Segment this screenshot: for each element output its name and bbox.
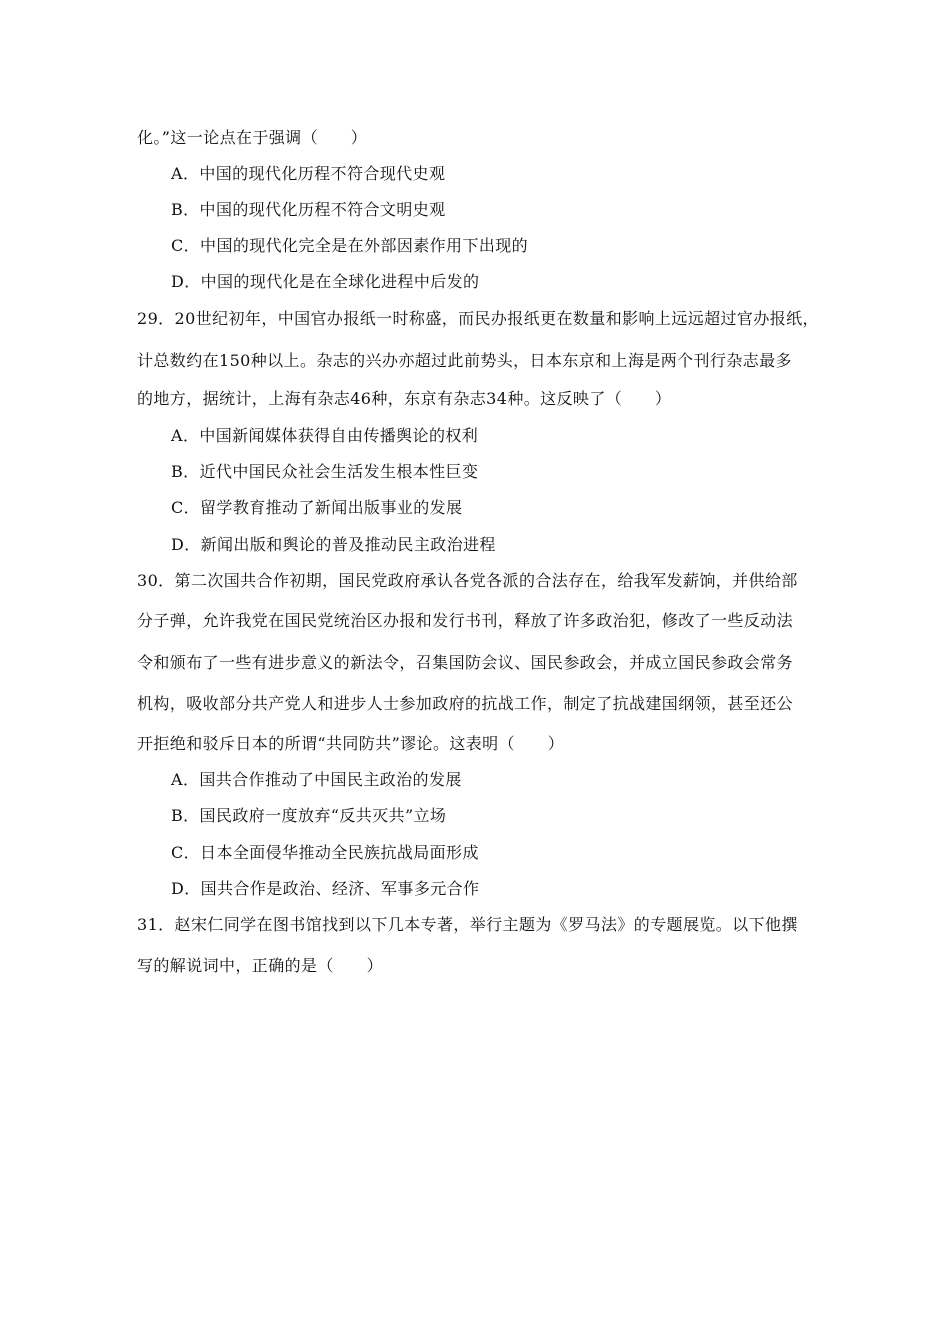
q28-option-b: B．中国的现代化历程不符合文明史观 [171, 200, 446, 219]
q28-option-c: C．中国的现代化完全是在外部因素作用下出现的 [171, 236, 529, 255]
q29-option-d: D．新闻出版和舆论的普及推动民主政治进程 [171, 535, 496, 554]
q30-option-c: C．日本全面侵华推动全民族抗战局面形成 [171, 843, 479, 862]
q29-stem-line-3: 的地方，据统计，上海有杂志46种，东京有杂志34种。这反映了（ ） [137, 389, 672, 408]
q30-option-b: B．国民政府一度放弃“反共灭共”立场 [171, 806, 447, 825]
q31-stem-line-2: 写的解说词中，正确的是（ ） [137, 956, 384, 975]
q29-option-c: C．留学教育推动了新闻出版事业的发展 [171, 498, 463, 517]
q30-option-a: A．国共合作推动了中国民主政治的发展 [171, 770, 462, 789]
q28-option-d: D．中国的现代化是在全球化进程中后发的 [171, 272, 480, 291]
q31-stem-line-1: 31．赵宋仁同学在图书馆找到以下几本专著，举行主题为《罗马法》的专题展览。以下他撰 [137, 915, 798, 934]
q30-stem-line-2: 分子弹，允许我党在国民党统治区办报和发行书刊，释放了许多政治犯，修改了一些反动法 [137, 611, 794, 630]
q30-stem-line-3: 令和颁布了一些有进步意义的新法令，召集国防会议、国民参政会，并成立国民参政会常务 [137, 653, 794, 672]
q28-option-a: A．中国的现代化历程不符合现代史观 [171, 164, 446, 183]
q29-option-b: B．近代中国民众社会生活发生根本性巨变 [171, 462, 479, 481]
q29-stem-line-2: 计总数约在150种以上。杂志的兴办亦超过此前势头，日本东京和上海是两个刊行杂志最多 [137, 351, 792, 370]
q28-stem-end: 化。”这一论点在于强调（ ） [137, 128, 368, 147]
q30-stem-line-5: 开拒绝和驳斥日本的所谓“共同防共”谬论。这表明（ ） [137, 734, 565, 753]
q30-option-d: D．国共合作是政治、经济、军事多元合作 [171, 879, 480, 898]
q30-stem-line-4: 机构，吸收部分共产党人和进步人士参加政府的抗战工作，制定了抗战建国纲领，甚至还公 [137, 694, 794, 713]
q30-stem-line-1: 30．第二次国共合作初期，国民党政府承认各党各派的合法存在，给我军发薪饷，并供给部 [137, 571, 798, 590]
q29-option-a: A．中国新闻媒体获得自由传播舆论的权利 [171, 426, 479, 445]
q29-stem-line-1: 29．20世纪初年，中国官办报纸一时称盛，而民办报纸更在数量和影响上远远超过官办报纸， [137, 309, 819, 328]
